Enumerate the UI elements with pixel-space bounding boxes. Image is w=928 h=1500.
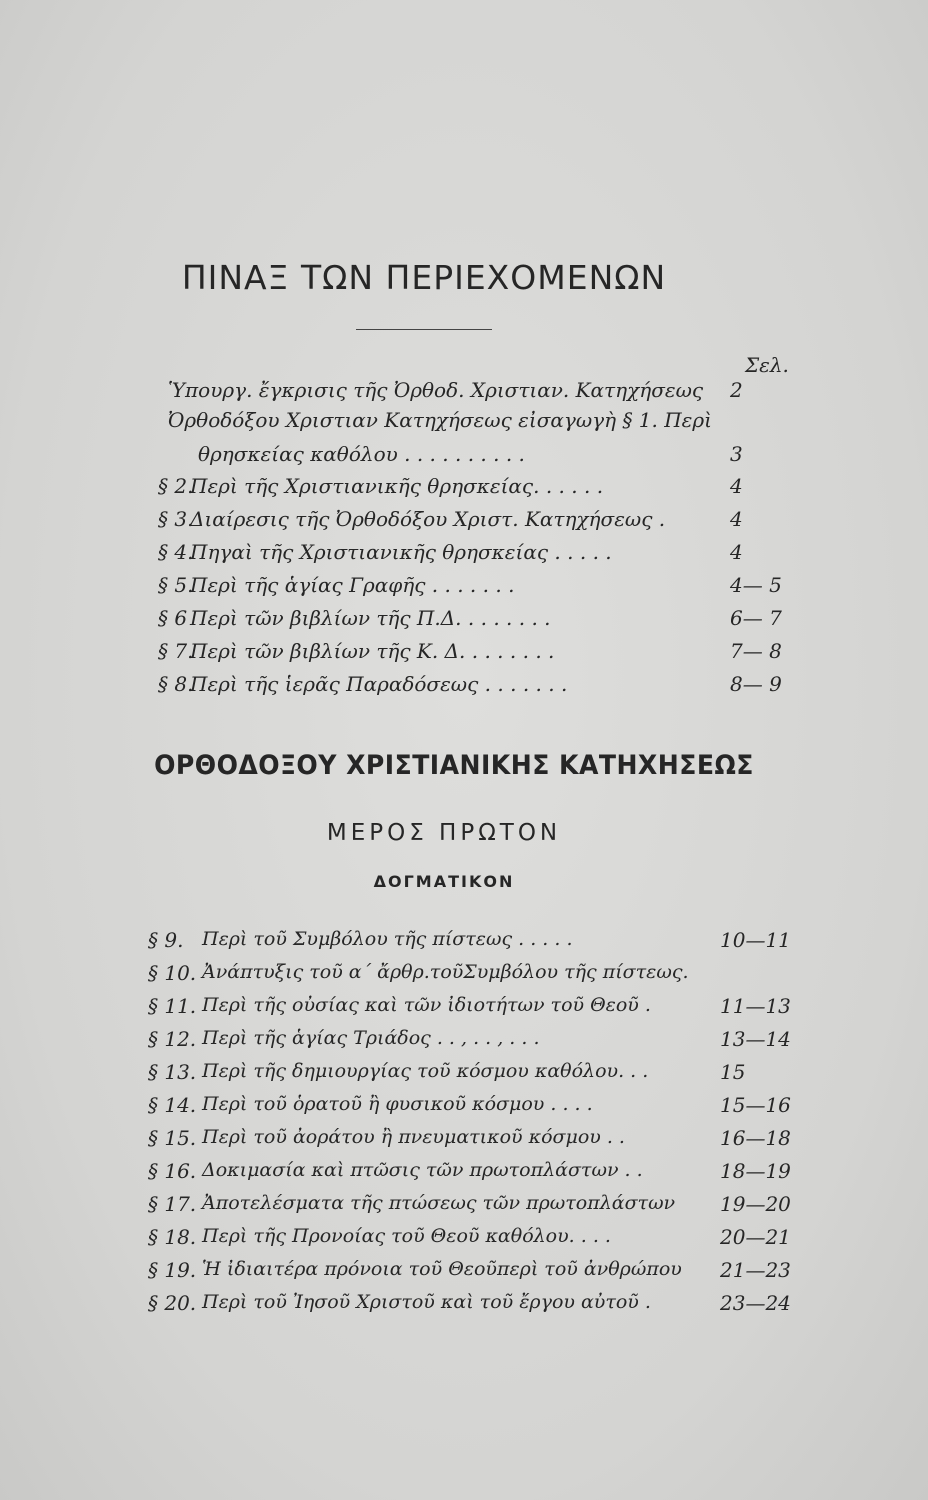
- toc-row: [0, 540, 928, 568]
- toc-entry-text: Περὶ τῆς ἁγίας Τριάδος . . , . . , . . .: [202, 1027, 540, 1049]
- part-heading: ΜΕΡΟΣ ΠΡΩΤΟΝ: [326, 820, 562, 846]
- toc-page-number: 15—16: [720, 1093, 791, 1117]
- title-divider: [356, 329, 492, 330]
- toc-page-number: 4: [730, 474, 743, 498]
- toc-section-number: § 19.: [148, 1258, 197, 1282]
- toc-row: [0, 928, 928, 956]
- toc-page-number: 7— 8: [730, 639, 782, 663]
- toc-page-number: 4: [730, 507, 743, 531]
- toc-section-number: § 10.: [148, 961, 197, 985]
- toc-page-number: 8— 9: [730, 672, 782, 696]
- toc-entry-text: Περὶ τῆς δημιουργίας τοῦ κόσμου καθόλου. . .: [202, 1060, 649, 1082]
- toc-section-number: § 8.: [158, 672, 194, 696]
- toc-entry-text: Ἡ ἰδιαιτέρα πρόνοια τοῦ Θεοῦπερὶ τοῦ ἀνθρώπου: [202, 1258, 682, 1280]
- toc-row: [0, 408, 928, 436]
- toc-section-number: § 9.: [148, 928, 184, 952]
- toc-entry-text: Περὶ τοῦ ἀοράτου ἢ πνευματικοῦ κόσμου . .: [202, 1126, 625, 1148]
- toc-page-number: 3: [730, 442, 743, 466]
- page-title: ΠΙΝΑΞ ΤΩΝ ΠΕΡΙΕΧΟΜΕΝΩΝ: [181, 258, 667, 297]
- toc-page-number: 13—14: [720, 1027, 791, 1051]
- toc-section-number: § 3.: [158, 507, 194, 531]
- toc-row: [0, 606, 928, 634]
- toc-row: [0, 1027, 928, 1055]
- toc-section-number: § 7.: [158, 639, 194, 663]
- toc-row: [0, 442, 928, 470]
- toc-page-number: 4— 5: [730, 573, 782, 597]
- page-column-label: Σελ.: [745, 353, 789, 377]
- toc-page-number: 23—24: [720, 1291, 791, 1315]
- toc-row: [0, 474, 928, 502]
- toc-row: [0, 1225, 928, 1253]
- toc-row: [0, 378, 928, 406]
- toc-page-number: 11—13: [720, 994, 791, 1018]
- toc-entry-text: Διαίρεσις τῆς Ὀρθοδόξου Χριστ. Κατηχήσεως .: [190, 507, 666, 531]
- toc-page-number: 20—21: [720, 1225, 791, 1249]
- toc-section-number: § 2.: [158, 474, 194, 498]
- toc-page-number: 19—20: [720, 1192, 791, 1216]
- toc-row: [0, 507, 928, 535]
- toc-page-number: 6— 7: [730, 606, 782, 630]
- toc-section-number: § 4.: [158, 540, 194, 564]
- toc-row: [0, 1159, 928, 1187]
- toc-row: [0, 994, 928, 1022]
- toc-row: [0, 961, 928, 989]
- toc-section-number: § 14.: [148, 1093, 197, 1117]
- toc-entry-text: Πηγαὶ τῆς Χριστιανικῆς θρησκείας . . . . .: [190, 540, 612, 564]
- toc-section-number: § 18.: [148, 1225, 197, 1249]
- toc-section-number: § 12.: [148, 1027, 197, 1051]
- toc-entry-text: θρησκείας καθόλου . . . . . . . . . .: [198, 442, 525, 466]
- toc-entry-text: Περὶ τῆς Προνοίας τοῦ Θεοῦ καθόλου. . . .: [202, 1225, 611, 1247]
- toc-page-number: 16—18: [720, 1126, 791, 1150]
- toc-entry-text: Περὶ τῆς ἱερᾶς Παραδόσεως . . . . . . .: [190, 672, 568, 696]
- toc-entry-text: Περὶ τῆς ἁγίας Γραφῆς . . . . . . .: [190, 573, 515, 597]
- section-heading: ΟΡΘΟΔΟΞΟΥ ΧΡΙΣΤΙΑΝΙΚΗΣ ΚΑΤΗΧΗΣΕΩΣ: [154, 750, 754, 781]
- toc-section-number: § 13.: [148, 1060, 197, 1084]
- toc-page-number: 4: [730, 540, 743, 564]
- toc-row: [0, 672, 928, 700]
- toc-entry-text: Περὶ τῶν βιβλίων τῆς Π.Δ. . . . . . . .: [190, 606, 551, 630]
- toc-entry-text: Περὶ τοῦ Συμβόλου τῆς πίστεως . . . . .: [202, 928, 573, 950]
- toc-entry-text: Περὶ τοῦ Ἰησοῦ Χριστοῦ καὶ τοῦ ἔργου αὐτοῦ .: [202, 1291, 651, 1313]
- toc-entry-text: Ὑπουργ. ἔγκρισις τῆς Ὀρθοδ. Χριστιαν. Κατηχήσεως: [168, 378, 704, 402]
- toc-entry-text: Ὀρθοδόξου Χριστιαν Κατηχήσεως εἰσαγωγὴ § 1. Περὶ: [168, 408, 713, 432]
- toc-entry-text: Περὶ τοῦ ὁρατοῦ ἢ φυσικοῦ κόσμου . . . .: [202, 1093, 593, 1115]
- subpart-heading: ΔΟΓΜΑΤΙΚΟΝ: [373, 872, 515, 891]
- toc-entry-text: Δοκιμασία καὶ πτῶσις τῶν πρωτοπλάστων . .: [202, 1159, 643, 1181]
- toc-section-number: § 20.: [148, 1291, 197, 1315]
- toc-page-number: 21—23: [720, 1258, 791, 1282]
- toc-entry-text: Ἀνάπτυξις τοῦ α΄ ἄρθρ.τοῦΣυμβόλου τῆς πίστεως.: [202, 961, 689, 983]
- toc-page-number: 10—11: [720, 928, 791, 952]
- toc-page-number: 2: [730, 378, 743, 402]
- toc-row: [0, 639, 928, 667]
- toc-entry-text: Περὶ τῆς οὐσίας καὶ τῶν ἰδιοτήτων τοῦ Θεοῦ .: [202, 994, 651, 1016]
- toc-row: [0, 573, 928, 601]
- toc-section-number: § 16.: [148, 1159, 197, 1183]
- toc-entry-text: Ἀποτελέσματα τῆς πτώσεως τῶν πρωτοπλάστων: [202, 1192, 676, 1214]
- toc-row: [0, 1192, 928, 1220]
- toc-row: [0, 1126, 928, 1154]
- toc-section-number: § 11.: [148, 994, 197, 1018]
- toc-section-number: § 6: [158, 606, 188, 630]
- toc-row: [0, 1258, 928, 1286]
- toc-page-number: 15: [720, 1060, 746, 1084]
- toc-entry-text: Περὶ τῶν βιβλίων τῆς Κ. Δ. . . . . . . .: [190, 639, 555, 663]
- toc-row: [0, 1291, 928, 1319]
- toc-page-number: 18—19: [720, 1159, 791, 1183]
- toc-section-number: § 17.: [148, 1192, 197, 1216]
- toc-row: [0, 1060, 928, 1088]
- toc-section-number: § 15.: [148, 1126, 197, 1150]
- toc-section-number: § 5.: [158, 573, 194, 597]
- toc-entry-text: Περὶ τῆς Χριστιανικῆς θρησκείας. . . . . .: [190, 474, 604, 498]
- toc-row: [0, 1093, 928, 1121]
